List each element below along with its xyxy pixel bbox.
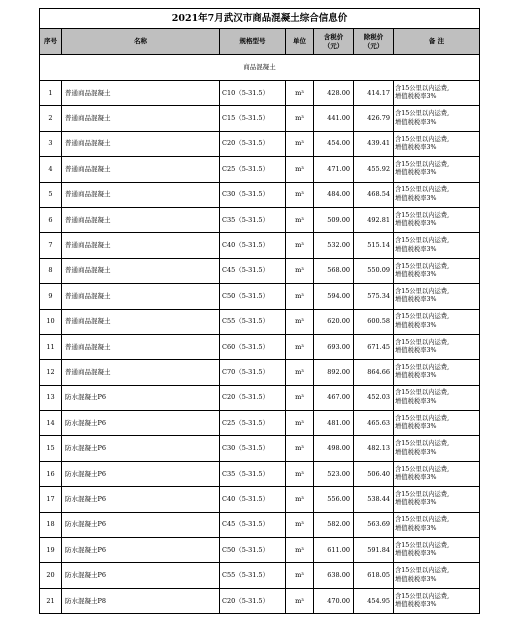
row-spec: C50（5-31.5） [220,284,286,309]
table-row [40,157,480,182]
row-index: 1 [40,81,62,106]
row-index: 17 [40,487,62,512]
row-price-tax: 693.00 [314,334,354,359]
table-row [40,487,480,512]
row-index: 3 [40,131,62,156]
row-note-line: 含15公里以内运费, [395,491,450,499]
row-price-tax: 509.00 [314,207,354,232]
row-spec: C55（5-31.5） [220,563,286,588]
row-spec: C30（5-31.5） [220,182,286,207]
header-price-notax-label: 除税价 [363,32,384,41]
row-note-line: 增值税税率3% [395,448,437,456]
row-index: 16 [40,461,62,486]
row-note-line: 增值税税率3% [395,550,437,558]
row-note [394,284,480,309]
row-price-notax: 414.17 [354,81,394,106]
row-note-line: 含15公里以内运费, [395,237,450,245]
row-note-line: 含15公里以内运费, [395,287,450,295]
row-price-notax: 506.40 [354,461,394,486]
row-note-line: 含15公里以内运费, [395,160,450,168]
row-spec: C20（5-31.5） [220,588,286,613]
row-index: 19 [40,538,62,563]
row-note [394,360,480,385]
table-row [40,563,480,588]
row-price-notax: 618.05 [354,563,394,588]
row-price-tax: 481.00 [314,411,354,436]
row-price-tax: 532.00 [314,233,354,258]
table-row [40,436,480,461]
row-note-line: 含15公里以内运费, [395,186,450,194]
row-spec: C35（5-31.5） [220,461,286,486]
row-price-notax: 426.79 [354,106,394,131]
row-note [394,436,480,461]
row-note [394,81,480,106]
row-spec: C70（5-31.5） [220,360,286,385]
row-name: 普通商品混凝土 [62,182,220,207]
table-row [40,588,480,613]
row-note [394,487,480,512]
row-price-tax: 892.00 [314,360,354,385]
row-price-tax: 484.00 [314,182,354,207]
row-note-line: 含15公里以内运费, [395,110,450,118]
row-note-line: 增值税税率3% [395,296,437,304]
row-name: 普通商品混凝土 [62,360,220,385]
row-name: 普通商品混凝土 [62,131,220,156]
row-note-line: 增值税税率3% [395,143,437,151]
row-note [394,309,480,334]
row-unit: m³ [286,182,314,207]
row-price-notax: 671.45 [354,334,394,359]
row-price-notax: 452.03 [354,385,394,410]
row-price-tax: 441.00 [314,106,354,131]
row-note [394,207,480,232]
row-index: 13 [40,385,62,410]
row-price-notax: 482.13 [354,436,394,461]
table-row [40,411,480,436]
row-note-line: 含15公里以内运费, [395,364,450,372]
row-price-tax: 454.00 [314,131,354,156]
row-note-line: 含15公里以内运费, [395,414,450,422]
row-price-notax: 591.84 [354,538,394,563]
row-price-notax: 600.58 [354,309,394,334]
row-index: 6 [40,207,62,232]
table-row [40,207,480,232]
row-unit: m³ [286,157,314,182]
table-row [40,360,480,385]
row-index: 2 [40,106,62,131]
row-index: 14 [40,411,62,436]
row-name: 防水混凝土P6 [62,563,220,588]
row-unit: m³ [286,461,314,486]
row-name: 普通商品混凝土 [62,284,220,309]
table-row [40,309,480,334]
table-row [40,538,480,563]
table-header [40,29,480,55]
row-name: 防水混凝土P6 [62,487,220,512]
table-row [40,106,480,131]
row-note-line: 含15公里以内运费, [395,541,450,549]
page-title: 2021年7月武汉市商品混凝土综合信息价 [40,9,480,29]
row-note-line: 含15公里以内运费, [395,262,450,270]
row-note-line: 增值税税率3% [395,423,437,431]
table-row [40,512,480,537]
row-price-tax: 620.00 [314,309,354,334]
row-unit: m³ [286,81,314,106]
row-note [394,385,480,410]
row-note-line: 增值税税率3% [395,474,437,482]
table-row [40,81,480,106]
row-spec: C15（5-31.5） [220,106,286,131]
table-row [40,258,480,283]
row-unit: m³ [286,385,314,410]
row-note [394,182,480,207]
row-note-line: 含15公里以内运费, [395,567,450,575]
row-unit: m³ [286,106,314,131]
row-price-notax: 465.63 [354,411,394,436]
row-spec: C45（5-31.5） [220,512,286,537]
row-note-line: 含15公里以内运费, [395,313,450,321]
row-note [394,461,480,486]
row-index: 20 [40,563,62,588]
row-price-notax: 454.95 [354,588,394,613]
row-price-tax: 471.00 [314,157,354,182]
row-price-notax: 563.69 [354,512,394,537]
row-note-line: 增值税税率3% [395,601,437,608]
row-note-line: 含15公里以内运费, [395,211,450,219]
row-note-line: 增值税税率3% [395,524,437,532]
row-note [394,233,480,258]
header-spec: 规格型号 [220,29,286,55]
row-spec: C40（5-31.5） [220,233,286,258]
row-unit: m³ [286,487,314,512]
row-name: 防水混凝土P6 [62,538,220,563]
row-note-line: 增值税税率3% [395,118,437,126]
row-name: 防水混凝土P6 [62,385,220,410]
row-spec: C45（5-31.5） [220,258,286,283]
row-price-notax: 538.44 [354,487,394,512]
row-name: 普通商品混凝土 [62,157,220,182]
header-price-tax-unit: （元） [323,41,344,50]
header-index: 序号 [40,29,62,55]
row-spec: C20（5-31.5） [220,131,286,156]
row-note [394,538,480,563]
row-note-line: 增值税税率3% [395,220,437,228]
row-price-tax: 523.00 [314,461,354,486]
table-row [40,334,480,359]
row-note [394,131,480,156]
row-note [394,258,480,283]
row-price-tax: 498.00 [314,436,354,461]
row-index: 11 [40,334,62,359]
row-note-line: 增值税税率3% [395,372,437,380]
row-index: 7 [40,233,62,258]
row-note-line: 含15公里以内运费, [395,389,450,397]
row-name: 防水混凝土P6 [62,436,220,461]
header-note: 备 注 [394,29,480,55]
row-spec: C60（5-31.5） [220,334,286,359]
row-unit: m³ [286,588,314,613]
row-note-line: 增值税税率3% [395,93,437,101]
row-note-line: 增值税税率3% [395,169,437,177]
table-row [40,461,480,486]
row-unit: m³ [286,512,314,537]
row-unit: m³ [286,258,314,283]
row-unit: m³ [286,334,314,359]
table-row [40,284,480,309]
row-unit: m³ [286,309,314,334]
row-unit: m³ [286,131,314,156]
row-note [394,106,480,131]
row-index: 18 [40,512,62,537]
row-note-line: 含15公里以内运费, [395,338,450,346]
row-name: 防水混凝土P6 [62,512,220,537]
row-price-notax: 550.09 [354,258,394,283]
row-name: 普通商品混凝土 [62,258,220,283]
row-spec: C50（5-31.5） [220,538,286,563]
row-index: 9 [40,284,62,309]
row-note-line: 增值税税率3% [395,270,437,278]
row-unit: m³ [286,411,314,436]
row-unit: m³ [286,563,314,588]
row-index: 4 [40,157,62,182]
price-sheet [39,8,479,614]
row-price-notax: 492.81 [354,207,394,232]
header-name: 名称 [62,29,220,55]
row-spec: C40（5-31.5） [220,487,286,512]
header-price-tax [314,29,354,55]
header-unit: 单位 [286,29,314,55]
row-price-notax: 468.54 [354,182,394,207]
row-price-tax: 582.00 [314,512,354,537]
row-price-notax: 515.14 [354,233,394,258]
row-unit: m³ [286,538,314,563]
table-row [40,385,480,410]
header-price-notax-unit: （元） [363,41,384,50]
row-note-line: 增值税税率3% [395,575,437,583]
row-note-line: 增值税税率3% [395,321,437,329]
row-note-line: 含15公里以内运费, [395,84,450,92]
row-name: 防水混凝土P6 [62,411,220,436]
row-price-tax: 428.00 [314,81,354,106]
row-price-notax: 575.34 [354,284,394,309]
row-note-line: 含15公里以内运费, [395,135,450,143]
row-note-line: 含15公里以内运费, [395,465,450,473]
row-note-line: 增值税税率3% [395,245,437,253]
row-note [394,563,480,588]
row-spec: C25（5-31.5） [220,157,286,182]
row-price-tax: 638.00 [314,563,354,588]
row-price-notax: 439.41 [354,131,394,156]
row-unit: m³ [286,360,314,385]
row-price-notax: 864.66 [354,360,394,385]
header-price-notax [354,29,394,55]
row-price-tax: 556.00 [314,487,354,512]
row-price-tax: 467.00 [314,385,354,410]
row-note-line: 增值税税率3% [395,499,437,507]
row-name: 防水混凝土P8 [62,588,220,613]
row-index: 15 [40,436,62,461]
row-note-line: 含15公里以内运费, [395,516,450,524]
row-index: 12 [40,360,62,385]
row-index: 10 [40,309,62,334]
row-index: 5 [40,182,62,207]
row-price-tax: 470.00 [314,588,354,613]
row-price-notax: 455.92 [354,157,394,182]
row-price-tax: 594.00 [314,284,354,309]
row-index: 8 [40,258,62,283]
row-name: 普通商品混凝土 [62,334,220,359]
row-spec: C25（5-31.5） [220,411,286,436]
row-unit: m³ [286,233,314,258]
row-unit: m³ [286,436,314,461]
row-note [394,512,480,537]
table-row [40,131,480,156]
row-name: 普通商品混凝土 [62,233,220,258]
row-unit: m³ [286,284,314,309]
row-name: 普通商品混凝土 [62,81,220,106]
row-spec: C10（5-31.5） [220,81,286,106]
row-name: 普通商品混凝土 [62,309,220,334]
row-index: 21 [40,588,62,613]
row-unit: m³ [286,207,314,232]
row-price-tax: 611.00 [314,538,354,563]
row-spec: C30（5-31.5） [220,436,286,461]
row-note [394,588,480,613]
price-table [39,8,480,614]
row-spec: C55（5-31.5） [220,309,286,334]
row-note-line: 含15公里以内运费, [395,440,450,448]
row-note [394,334,480,359]
section-label: 商品混凝土 [40,55,480,81]
row-note [394,411,480,436]
row-note-line: 增值税税率3% [395,194,437,202]
row-note-line: 含15公里以内运费, [395,592,450,600]
row-note-line: 增值税税率3% [395,347,437,355]
row-spec: C20（5-31.5） [220,385,286,410]
table-row [40,233,480,258]
row-name: 普通商品混凝土 [62,207,220,232]
row-note [394,157,480,182]
header-price-tax-label: 含税价 [323,32,344,41]
table-row [40,182,480,207]
row-name: 普通商品混凝土 [62,106,220,131]
row-note-line: 增值税税率3% [395,397,437,405]
row-price-tax: 568.00 [314,258,354,283]
row-name: 防水混凝土P6 [62,461,220,486]
row-spec: C35（5-31.5） [220,207,286,232]
